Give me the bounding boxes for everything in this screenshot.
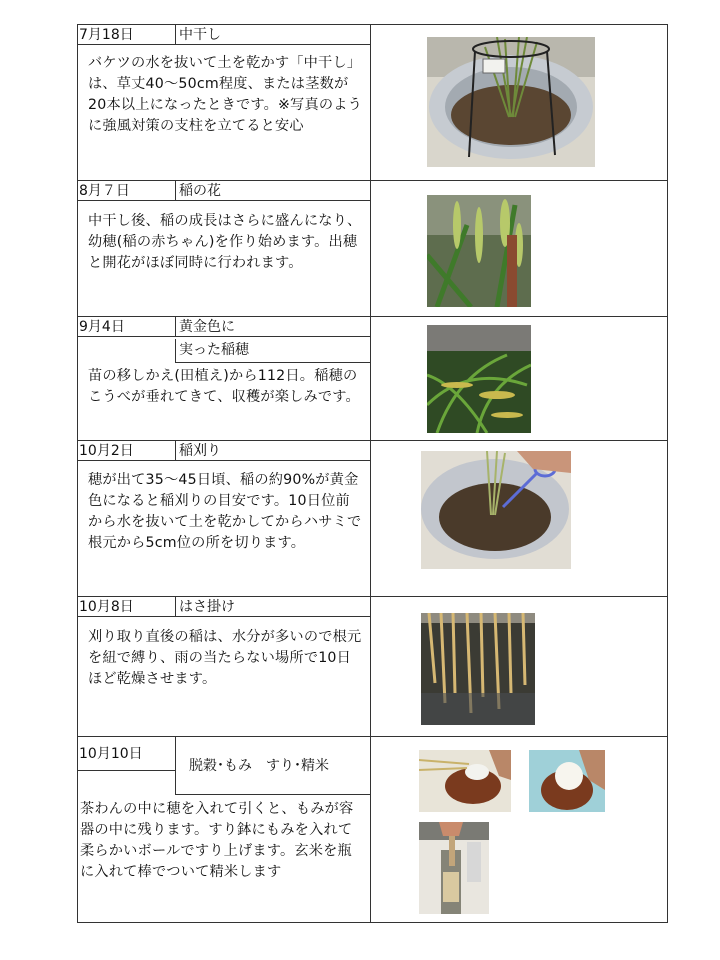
entry-body: 刈り取り直後の稲は、水分が多いので根元を紐で縛り、雨の当たらない場所で10日ほど乾燥させます。 — [88, 629, 362, 687]
entry-title: 脱穀･もみ すり･精米 — [176, 737, 370, 795]
entry-date: 7月18日 — [78, 25, 176, 45]
entry-date: 9月4日 — [78, 317, 176, 337]
entry-title-line2: 実った稲穂 — [176, 339, 370, 363]
entry-body: 穂が出て35～45日頃、稲の約90%が黄金色になると稲刈りの目安です。10日位前から水を抜いて土を乾かしてからハサミで根元から5cm位の所を切ります。 — [88, 472, 362, 551]
entry-body: 中干し後、稲の成長はさらに盛んになり、幼穂(稲の赤ちゃん)を作り始めます。出穂と開花がほぼ同時に行われます。 — [88, 213, 362, 271]
threshing-bowl-photo — [419, 750, 511, 812]
entry-row — [78, 25, 667, 181]
entry-title: 稲刈り — [176, 441, 370, 461]
entry-row — [78, 441, 667, 597]
entry-body: バケツの水を抜いて土を乾かす「中干し」は、草丈40～50cm程度、または茎数が20本以上になったときです。※写真のように強風対策の支柱を立てると安心 — [88, 55, 362, 134]
entry-date: 10月2日 — [78, 441, 176, 461]
entry-text-cell — [78, 441, 371, 596]
entry-text-cell — [78, 181, 371, 316]
entry-row — [78, 597, 667, 737]
entry-title: 稲の花 — [176, 181, 370, 201]
rice-bucket-stakes-photo — [427, 37, 595, 167]
entry-row — [78, 181, 667, 317]
rice-flowers-photo — [427, 195, 531, 307]
entry-title: はさ掛け — [176, 597, 370, 617]
golden-rice-ears-photo — [427, 325, 531, 433]
bottle-polishing-photo — [419, 822, 489, 914]
entry-title-line1: 黄金色に — [176, 317, 370, 337]
entry-date: 10月8日 — [78, 597, 176, 617]
rice-growing-log-table — [77, 24, 668, 923]
entry-body: 茶わんの中に穂を入れて引くと、もみが容器の中に残ります。すり鉢にもみを入れて柔らかいボールですり上げます。玄米を瓶に入れて棒でついて精米します — [80, 801, 354, 880]
entry-text-cell — [78, 737, 371, 922]
entry-row — [78, 317, 667, 441]
entry-date: 10月10日 — [78, 737, 176, 771]
entry-text-cell — [78, 317, 371, 440]
entry-body: 苗の移しかえ(田植え)から112日。稲穂のこうべが垂れてきて、収穫が楽しみです。 — [88, 368, 360, 405]
entry-title: 中干し — [176, 25, 370, 45]
entry-text-cell — [78, 597, 371, 736]
entry-text-cell — [78, 25, 371, 180]
entry-date: 8月７日 — [78, 181, 176, 201]
harvest-scissors-photo — [421, 451, 571, 569]
hanging-rice-drying-photo — [421, 613, 535, 725]
mortar-ball-photo — [529, 750, 605, 812]
entry-row — [78, 737, 667, 922]
